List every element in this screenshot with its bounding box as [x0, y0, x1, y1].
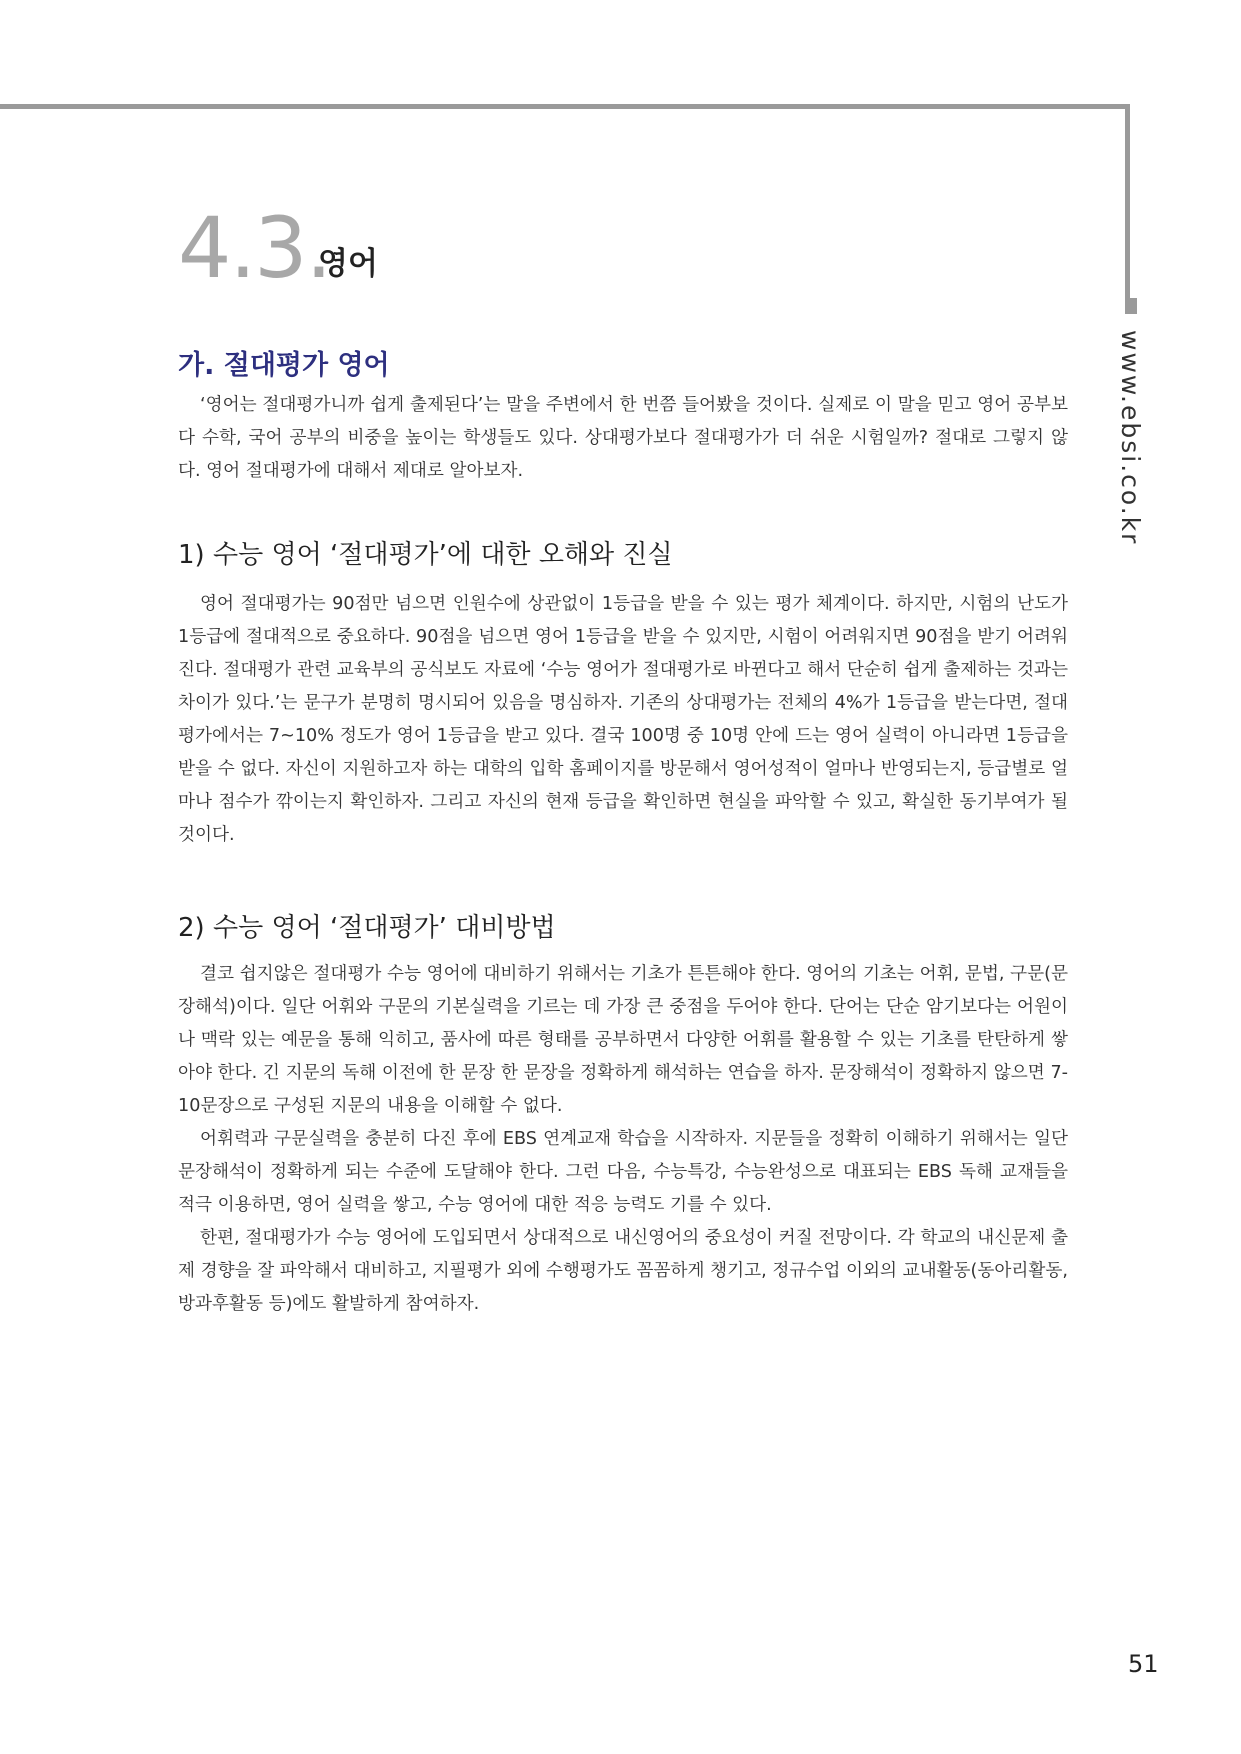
- page-number: 51: [1128, 1650, 1159, 1678]
- part2-paragraph-2: 어휘력과 구문실력을 충분히 다진 후에 EBS 연계교재 학습을 시작하자. 지문들을 정확히 이해하기 위해서는 일단 문장해석이 정확하게 되는 수준에 도달해야 한다. 그런 다음, 수능특강, 수능완성으로 대표되는 EBS 독해 교재들을 적극 이용하면, 영어 실력을 쌓고, 수능 영어에 대한 적응 능력도 기를 수 있다.: [178, 1129, 1068, 1215]
- section-number: 4.3.: [178, 199, 331, 297]
- section-title: 영어: [318, 246, 378, 282]
- right-border-tab: [1125, 298, 1137, 314]
- intro-paragraph: ‘영어는 절대평가니까 쉽게 출제된다’는 말을 주변에서 한 번쯤 들어봤을 것이다. 실제로 이 말을 믿고 영어 공부보다 수학, 국어 공부의 비중을 높이는 학생들도 있다. 상대평가보다 절대평가가 더 쉬운 시험일까? 절대로 그렇지 않다. 영어 절대평가에 대해서 제대로 알아보자.: [178, 395, 1068, 481]
- part1-heading: 1) 수능 영어 ‘절대평가’에 대한 오해와 진실: [178, 540, 673, 570]
- right-border-line: [1125, 104, 1130, 314]
- site-url: www.ebsi.co.kr: [1116, 330, 1145, 546]
- part2-heading: 2) 수능 영어 ‘절대평가’ 대비방법: [178, 913, 556, 943]
- subsection-title: 가. 절대평가 영어: [178, 350, 390, 381]
- part1-paragraph: 영어 절대평가는 90점만 넘으면 인원수에 상관없이 1등급을 받을 수 있는 평가 체계이다. 하지만, 시험의 난도가 1등급에 절대적으로 중요하다. 90점을 넘으면 영어 1등급을 받을 수 있지만, 시험이 어려워지면 90점을 받기 어려워진다. 절대평가 관련 교육부의 공식보도 자료에 ‘수능 영어가 절대평가로 바뀐다고 해서 단순히 쉽게 출제하는 것과는 차이가 있다.’는 문구가 분명히 명시되어 있음을 명심하자. 기존의 상대평가는 전체의 4%가 1등급을 받는다면, 절대평가에서는 7~10% 정도가 영어 1등급을 받고 있다. 결국 100명 중 10명 안에 드는 영어 실력이 아니라면 1등급을 받을 수 없다. 자신이 지원하고자 하는 대학의 입학 홈페이지를 방문해서 영어성적이 얼마나 반영되는지, 등급별로 얼마나 점수가 깎이는지 확인하자. 그리고 자신의 현재 등급을 확인하면 현실을 파악할 수 있고, 확실한 동기부여가 될 것이다.: [178, 594, 1068, 845]
- part2-paragraph-3: 한편, 절대평가가 수능 영어에 도입되면서 상대적으로 내신영어의 중요성이 커질 전망이다. 각 학교의 내신문제 출제 경향을 잘 파악해서 대비하고, 지필평가 외에 수행평가도 꼼꼼하게 챙기고, 정규수업 이외의 교내활동(동아리활동, 방과후활동 등)에도 활발하게 참여하자.: [178, 1228, 1068, 1314]
- part2-paragraph-1: 결코 쉽지않은 절대평가 수능 영어에 대비하기 위해서는 기초가 튼튼해야 한다. 영어의 기초는 어휘, 문법, 구문(문장해석)이다. 일단 어휘와 구문의 기본실력을 기르는 데 가장 큰 중점을 두어야 한다. 단어는 단순 암기보다는 어원이나 맥락 있는 예문을 통해 익히고, 품사에 따른 형태를 공부하면서 다양한 어휘를 활용할 수 있는 기초를 탄탄하게 쌓아야 한다. 긴 지문의 독해 이전에 한 문장 한 문장을 정확하게 해석하는 연습을 하자. 문장해석이 정확하지 않으면 7-10문장으로 구성된 지문의 내용을 이해할 수 없다.: [178, 964, 1068, 1116]
- top-border-line: [0, 104, 1130, 109]
